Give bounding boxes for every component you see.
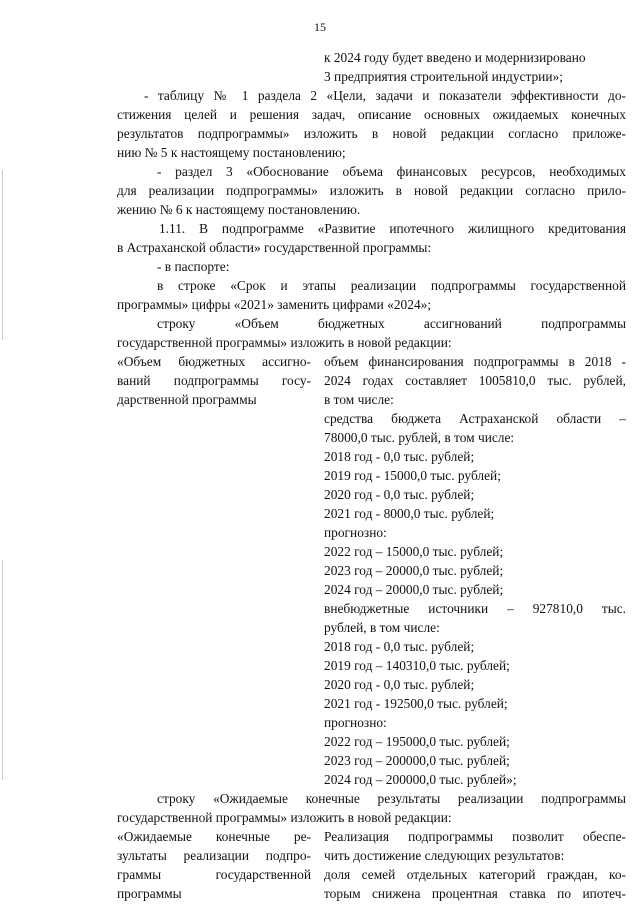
budget-right-line: 2022 год – 195000,0 тыс. рублей; xyxy=(324,734,510,749)
paragraph-line: 1.11. В подпрограмме «Развитие ипотечного жилищного кредитования xyxy=(159,221,626,236)
continuation-line: 3 предприятия строительной индустрии»; xyxy=(324,69,563,84)
budget-right-line: 78000,0 тыс. рублей, в том числе: xyxy=(324,430,515,445)
budget-right-line: рублей, в том числе: xyxy=(324,620,440,635)
budget-right-line: 2022 год – 15000,0 тыс. рублей; xyxy=(324,544,504,559)
budget-right-line: 2020 год - 0,0 тыс. рублей; xyxy=(324,677,475,692)
paragraph-line: государственной программы» изложить в новой редакции: xyxy=(117,810,452,825)
page-number: 15 xyxy=(314,20,326,34)
continuation-line: к 2024 году будет введено и модернизировано xyxy=(324,50,586,65)
binding-mark xyxy=(2,560,3,780)
paragraph-line: нию № 5 к настоящему постановлению; xyxy=(117,145,346,160)
budget-right-line: внебюджетные источники – 927810,0 тыс. xyxy=(324,601,626,616)
budget-right-line: 2019 год – 140310,0 тыс. рублей; xyxy=(324,658,510,673)
budget-left-line: «Объем бюджетных ассигно- xyxy=(117,354,311,369)
budget-right-line: 2024 год – 200000,0 тыс. рублей»; xyxy=(324,772,517,787)
budget-right-line: 2018 год - 0,0 тыс. рублей; xyxy=(324,449,475,464)
budget-right-line: в том числе: xyxy=(324,392,394,407)
paragraph-line: государственной программы» изложить в новой редакции: xyxy=(117,335,452,350)
results-right-line: чить достижение следующих результатов: xyxy=(324,848,565,863)
budget-right-line: 2023 год – 200000,0 тыс. рублей; xyxy=(324,753,510,768)
paragraph-line: строку «Объем бюджетных ассигнований подпрограммы xyxy=(157,316,626,331)
budget-right-line: 2024 год – 20000,0 тыс. рублей; xyxy=(324,582,504,597)
paragraph-line: - в паспорте: xyxy=(157,259,230,274)
binding-mark xyxy=(2,170,3,340)
paragraph-line: в Астраханской области» государственной программы: xyxy=(117,240,432,255)
budget-right-line: средства бюджета Астраханской области – xyxy=(324,411,626,426)
paragraph-line: для реализации подпрограммы» изложить в новой редакции согласно прило- xyxy=(117,183,626,198)
budget-left-line: ваний подпрограммы госу- xyxy=(117,373,311,388)
budget-right-line: 2018 год - 0,0 тыс. рублей; xyxy=(324,639,475,654)
paragraph-line: строку «Ожидаемые конечные результаты реализации подпрограммы xyxy=(157,791,626,806)
paragraph-line: жению № 6 к настоящему постановлению. xyxy=(117,202,361,217)
budget-right-line: 2024 годах составляет 1005810,0 тыс. рублей, xyxy=(324,373,626,388)
results-left-line: граммы государственной xyxy=(117,867,311,882)
paragraph-line: в строке «Срок и этапы реализации подпрограммы государственной xyxy=(157,278,626,293)
results-right-line: Реализация подпрограммы позволит обеспе- xyxy=(324,829,626,844)
paragraph-line: стижения целей и решения задач, описание основных ожидаемых конечных xyxy=(117,107,626,122)
results-left-line: зультаты реализации подпро- xyxy=(117,848,311,863)
budget-right-line: 2019 год - 15000,0 тыс. рублей; xyxy=(324,468,501,483)
paragraph-line: - раздел 3 «Обоснование объема финансовых ресурсов, необходимых xyxy=(157,164,626,179)
budget-left-line: дарственной программы xyxy=(117,392,257,407)
budget-right-line: прогнозно: xyxy=(324,525,387,540)
paragraph-line: программы» цифры «2021» заменить цифрами «2024»; xyxy=(117,297,432,312)
results-left-line: «Ожидаемые конечные ре- xyxy=(117,829,311,844)
budget-right-line: объем финансирования подпрограммы в 2018 - xyxy=(324,354,626,369)
results-left-line: программы xyxy=(117,886,182,901)
budget-right-line: 2021 год - 8000,0 тыс. рублей; xyxy=(324,506,495,521)
budget-right-line: 2023 год – 20000,0 тыс. рублей; xyxy=(324,563,504,578)
paragraph-line: - таблицу № 1 раздела 2 «Цели, задачи и показатели эффективности до- xyxy=(144,88,626,103)
budget-right-line: прогнозно: xyxy=(324,715,387,730)
results-right-line: торым снижена процентная ставка по ипотеч- xyxy=(324,886,626,901)
paragraph-line: результатов подпрограммы» изложить в новой редакции согласно приложе- xyxy=(117,126,626,141)
budget-right-line: 2020 год - 0,0 тыс. рублей; xyxy=(324,487,475,502)
results-right-line: доля семей отдельных категорий граждан, ко- xyxy=(324,867,626,882)
budget-right-line: 2021 год - 192500,0 тыс. рублей; xyxy=(324,696,508,711)
